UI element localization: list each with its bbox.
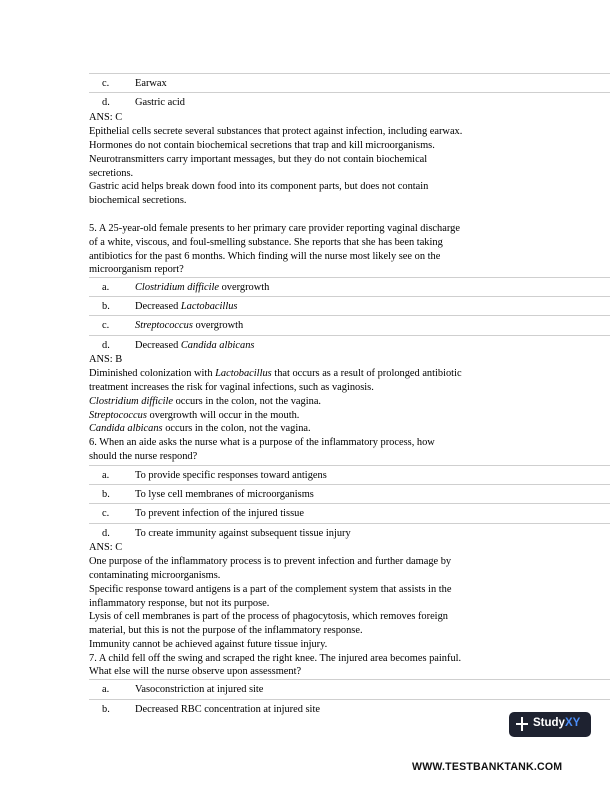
question-line: 6. When an aide asks the nurse what is a purpose of the inflammatory process, how	[89, 437, 435, 448]
rationale-line: biochemical secretions.	[89, 195, 187, 206]
answer-key: ANS: C	[89, 112, 123, 123]
option-text: Vasoconstriction at injured site	[135, 684, 264, 695]
option-letter: c.	[102, 78, 110, 89]
option-text: Decreased RBC concentration at injured site	[135, 704, 320, 715]
option-row	[89, 73, 610, 93]
rationale-line: inflammatory response, but not its purpose.	[89, 598, 270, 609]
rationale-line: secretions.	[89, 168, 134, 179]
option-letter: c.	[102, 508, 110, 519]
rationale-line: One purpose of the inflammatory process is to prevent infection and further damage by	[89, 556, 452, 567]
question-line: of a white, viscous, and foul-smelling substance. She reports that she has been taking	[89, 237, 443, 248]
option-row	[89, 679, 610, 699]
rationale-line: Specific response toward antigens is a part of the complement system that assists in the	[89, 584, 452, 595]
option-text: To lyse cell membranes of microorganisms	[135, 489, 314, 500]
option-row	[89, 92, 610, 112]
option-letter: b.	[102, 704, 110, 715]
question-line: 5. A 25-year-old female presents to her primary care provider reporting vaginal discharge	[89, 223, 460, 234]
rationale-line: Hormones do not contain biochemical secretions that trap and kill microorganisms.	[89, 140, 435, 151]
option-letter: c.	[102, 320, 110, 331]
option-row	[89, 315, 610, 335]
question-line: should the nurse respond?	[89, 451, 198, 462]
option-letter: a.	[102, 684, 110, 695]
rationale-line: Candida albicans occurs in the colon, not the vagina.	[89, 423, 311, 434]
option-row	[89, 523, 610, 543]
option-letter: d.	[102, 528, 110, 539]
rationale-line: Epithelial cells secrete several substances that protect against infection, including earwax.	[89, 126, 463, 137]
option-text: Earwax	[135, 78, 167, 89]
rationale-line: Immunity cannot be achieved against future tissue injury.	[89, 639, 328, 650]
question-line: antibiotics for the past 6 months. Which finding will the nurse most likely see on the	[89, 251, 441, 262]
rationale-line: Diminished colonization with Lactobacillus that occurs as a result of prolonged antibiotic	[89, 368, 462, 379]
logo-brand: StudyXY	[533, 717, 581, 729]
option-row	[89, 296, 610, 316]
rationale-line: contaminating microorganisms.	[89, 570, 221, 581]
rationale-line: Gastric acid helps break down food into its component parts, but does not contain	[89, 181, 429, 192]
option-letter: d.	[102, 340, 110, 351]
option-text: To prevent infection of the injured tissue	[135, 508, 304, 519]
footer-url[interactable]: WWW.TESTBANKTANK.COM	[412, 761, 563, 773]
question-line: What else will the nurse observe upon assessment?	[89, 666, 302, 677]
plus-icon	[515, 715, 529, 733]
option-text: Gastric acid	[135, 97, 185, 108]
option-row	[89, 277, 610, 297]
rationale-line: Lysis of cell membranes is part of the process of phagocytosis, which removes foreign	[89, 611, 448, 622]
option-row	[89, 335, 610, 355]
rationale-line: Clostridium difficile occurs in the colon, not the vagina.	[89, 396, 322, 407]
answer-key: ANS: C	[89, 542, 123, 553]
option-row	[89, 465, 610, 485]
option-text: To create immunity against subsequent tissue injury	[135, 528, 351, 539]
rationale-line: Neurotransmitters carry important messages, but they do not contain biochemical	[89, 154, 428, 165]
rationale-line: treatment increases the risk for vaginal infections, such as vaginosis.	[89, 382, 374, 393]
question-line: microorganism report?	[89, 264, 184, 275]
option-text: Decreased Candida albicans	[135, 340, 255, 351]
option-letter: b.	[102, 489, 110, 500]
studyxy-logo[interactable]	[509, 712, 591, 737]
option-text: Decreased Lactobacillus	[135, 301, 238, 312]
option-text: Streptococcus overgrowth	[135, 320, 244, 331]
option-row	[89, 503, 610, 523]
option-letter: a.	[102, 282, 110, 293]
option-text: To provide specific responses toward antigens	[135, 470, 327, 481]
option-letter: d.	[102, 97, 110, 108]
answer-key: ANS: B	[89, 354, 123, 365]
rationale-line: Streptococcus overgrowth will occur in the mouth.	[89, 410, 300, 421]
rationale-line: material, but this is not the purpose of the inflammatory response.	[89, 625, 363, 636]
option-letter: a.	[102, 470, 110, 481]
option-letter: b.	[102, 301, 110, 312]
option-text: Clostridium difficile overgrowth	[135, 282, 270, 293]
question-line: 7. A child fell off the swing and scraped the right knee. The injured area becomes painful.	[89, 653, 462, 664]
option-row	[89, 484, 610, 504]
